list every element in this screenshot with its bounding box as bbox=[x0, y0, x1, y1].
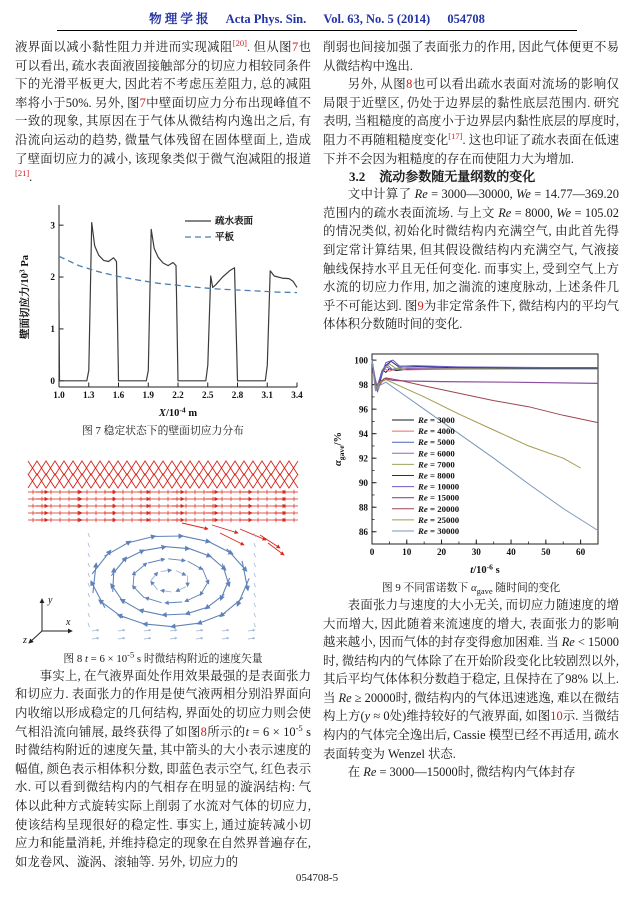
svg-text:Re = 7000: Re = 7000 bbox=[418, 459, 455, 470]
svg-text:1.0: 1.0 bbox=[53, 389, 65, 400]
svg-text:86: 86 bbox=[358, 526, 368, 537]
svg-text:3.4: 3.4 bbox=[291, 389, 303, 400]
paragraph: 表面张力与速度的大小无关, 而切应力随速度的增大而增大, 因此随着来流速度的增大, 表面张力的影响越来越小, 因而气体的封存变得愈加困难. 当 Re < 15000时, 微结构内的气体除了在开始阶段变化比较剧烈以外, 其后平均气体体积分数趋于稳定, 且保持在了98% 以上. 当 Re ≥ 20000时, 微结构内的气体迅速逃逸, 难以在微结构上方(y ≈ 0处)维持较好的气液界面, 如图10示. 当微结构内的气体完全逸出后, Cassie 模型已经不再适用, 疏水表面转变为 Wenzel 状态. bbox=[323, 597, 619, 761]
paragraph: 削弱也间接加强了表面张力的作用, 因此气体便更不易从微结构中逸出. bbox=[323, 40, 619, 73]
left-column bbox=[15, 38, 311, 871]
article-number: 054708 bbox=[447, 12, 485, 26]
svg-text:Re = 3000: Re = 3000 bbox=[418, 414, 455, 425]
svg-text:60: 60 bbox=[576, 546, 586, 557]
svg-text:Re = 25000: Re = 25000 bbox=[418, 514, 460, 525]
svg-text:y: y bbox=[48, 594, 53, 606]
svg-text:98: 98 bbox=[358, 379, 368, 390]
svg-text:20: 20 bbox=[436, 546, 447, 557]
paragraph: 另外, 从图8也可以看出疏水表面对流场的影响仅局限于近壁区, 仍处于边界层的黏性底层范围内. 研究表明, 当粗糙度的高度小于边界层内黏性底层的厚度时, 阻力不再随粗糙度变化[17]. 这也印证了疏水表面在低速下并不会因为粗糙度的存在而使阻力大为增加. bbox=[323, 77, 620, 166]
svg-text:94: 94 bbox=[358, 428, 368, 439]
svg-text:96: 96 bbox=[358, 404, 368, 415]
paragraph: 在 Re = 3000—15000时, 微结构内气体封存 bbox=[347, 765, 576, 780]
svg-text:2.5: 2.5 bbox=[202, 389, 214, 400]
svg-text:1.9: 1.9 bbox=[142, 389, 154, 400]
svg-text:2.8: 2.8 bbox=[231, 389, 244, 400]
paragraph: 液界面以减小黏性阻力并进而实现减阻[20]. 但从图7也可以看出, 疏水表面液固接触部分的切应力相较同条件下的光滑平板更大, 因此若不考虑压差阻力, 总的减阻率将小于50%. 另外, 图7中壁面切应力分布出现峰值不一致的现象, 其原因在于气体从微结构内逸出之后, 有沿流向运动的趋势, 微量气体残留在固体壁面上, 造成了壁面切应力的减小, 该现象类似于微气泡减阻的报道[21]. bbox=[15, 37, 311, 185]
figure-8 bbox=[15, 453, 311, 667]
svg-text:30: 30 bbox=[471, 546, 481, 557]
svg-text:2.2: 2.2 bbox=[172, 389, 184, 400]
svg-text:x: x bbox=[66, 616, 71, 628]
figure-7 bbox=[15, 199, 311, 439]
svg-text:1.3: 1.3 bbox=[83, 389, 95, 400]
journal-header bbox=[0, 9, 634, 27]
figure-9-caption: 图 9 不同雷诺数下 $\alpha_{gave}$ 随时间的变化 bbox=[381, 581, 561, 597]
figure-9 bbox=[323, 348, 619, 596]
svg-text:壁面切应力/103 Pa: 壁面切应力$/10^3$ Pa bbox=[17, 254, 31, 339]
svg-text:z: z bbox=[23, 634, 27, 646]
section-heading bbox=[323, 168, 619, 185]
svg-text:50: 50 bbox=[541, 546, 551, 557]
svg-text:Re = 6000: Re = 6000 bbox=[418, 448, 455, 459]
svg-text:Re = 30000: Re = 30000 bbox=[418, 525, 460, 536]
section-number: 3.2 bbox=[349, 169, 366, 185]
paragraph: 文中计算了 Re = 3000—30000, We = 14.77—369.20 范围内的疏水表面流场. 与上文 Re = 8000, We = 105.02 的情况类似, 初始化时微结构内充满空气, 由此首先得到定常计算结果, 但其假设微结构内充满空气, 气液接触线保持水平且无任何变化. 而事实上, 受到空气上方水流的切应力作用, 加之湍流的速度脉动, 上述条件几乎不可能达到. 图9为非定常条件下, 微结构内的平均气体体积分数随时间的变化. bbox=[323, 187, 619, 332]
svg-text:88: 88 bbox=[358, 502, 368, 513]
svg-text:2: 2 bbox=[50, 271, 55, 282]
svg-text:90: 90 bbox=[358, 477, 368, 488]
svg-text:10: 10 bbox=[402, 546, 412, 557]
section-title: 流动参数随无量纲数的变化 bbox=[379, 169, 536, 185]
svg-text:40: 40 bbox=[506, 546, 516, 557]
journal-name-cn: 物 理 学 报 bbox=[149, 12, 209, 26]
page-number: 054708-5 bbox=[295, 872, 339, 884]
figure-9-chart bbox=[330, 348, 612, 580]
svg-text:0: 0 bbox=[50, 375, 55, 386]
svg-text:疏水表面: 疏水表面 bbox=[215, 216, 254, 227]
svg-text:3: 3 bbox=[50, 220, 55, 231]
svg-text:Re = 10000: Re = 10000 bbox=[418, 481, 460, 492]
header-rule bbox=[57, 30, 577, 31]
figure-8-vector-plot bbox=[22, 453, 304, 651]
svg-text:Re = 4000: Re = 4000 bbox=[418, 426, 455, 437]
svg-text:92: 92 bbox=[358, 453, 368, 464]
svg-text:0: 0 bbox=[369, 546, 375, 557]
svg-text:1: 1 bbox=[50, 323, 55, 334]
svg-text:αgave/%: $\alpha_{gave}/\%$ bbox=[333, 431, 346, 466]
figure-7-caption: 图 7 稳定状态下的壁面切应力分布 bbox=[82, 424, 244, 437]
svg-text:X/10-4 m: $X/10^{-4}$ m bbox=[158, 405, 198, 419]
svg-text:1.6: 1.6 bbox=[112, 389, 125, 400]
svg-text:Re = 15000: Re = 15000 bbox=[418, 492, 460, 503]
figure-8-caption: 图 8 $t = 6 \times 10^{-5}$ s 时微结构附近的速度矢量 bbox=[63, 649, 263, 665]
svg-text:t/10-6 s: $t/10^{-6}$ s bbox=[470, 562, 500, 576]
svg-text:Re = 20000: Re = 20000 bbox=[418, 503, 460, 514]
svg-text:Re = 8000: Re = 8000 bbox=[418, 470, 455, 481]
journal-volume: Vol. 63, No. 5 (2014) bbox=[323, 12, 431, 26]
svg-text:平板: 平板 bbox=[215, 232, 235, 243]
paragraph: 事实上, 在气液界面处作用效果最强的是表面张力和切应力. 表面张力的作用是使气液两相分别沿界面向内收缩以形成稳定的几何结构, 界面处的切应力则会使气相沿流向铺展, 最终获得了如图8所示的$t = 6 \times 10^{-5}$ s 时微结构附近的速度矢量, 其中箭头的大小表示速度的幅值, 颜色表示相体积分数, 即蓝色表示空气, 红色表示水. 可以看到微结构内的气相存在明显的漩涡结构: 气体以此种方式旋转实际上削弱了水流对气体的切应力, 使该结构呈现很好的稳定性. 事实上, 通过旋转减小切应力和能量消耗, 并维持稳定的现象在自然界普遍存在, 如龙卷风、漩涡、滚轴等. 另外, 切应力的 bbox=[15, 668, 312, 869]
svg-text:Re = 5000: Re = 5000 bbox=[418, 437, 455, 448]
journal-name-en: Acta Phys. Sin. bbox=[225, 12, 307, 26]
right-column bbox=[323, 38, 619, 782]
figure-7-chart bbox=[17, 199, 309, 423]
svg-text:100: 100 bbox=[354, 355, 368, 366]
svg-text:3.1: 3.1 bbox=[261, 389, 273, 400]
